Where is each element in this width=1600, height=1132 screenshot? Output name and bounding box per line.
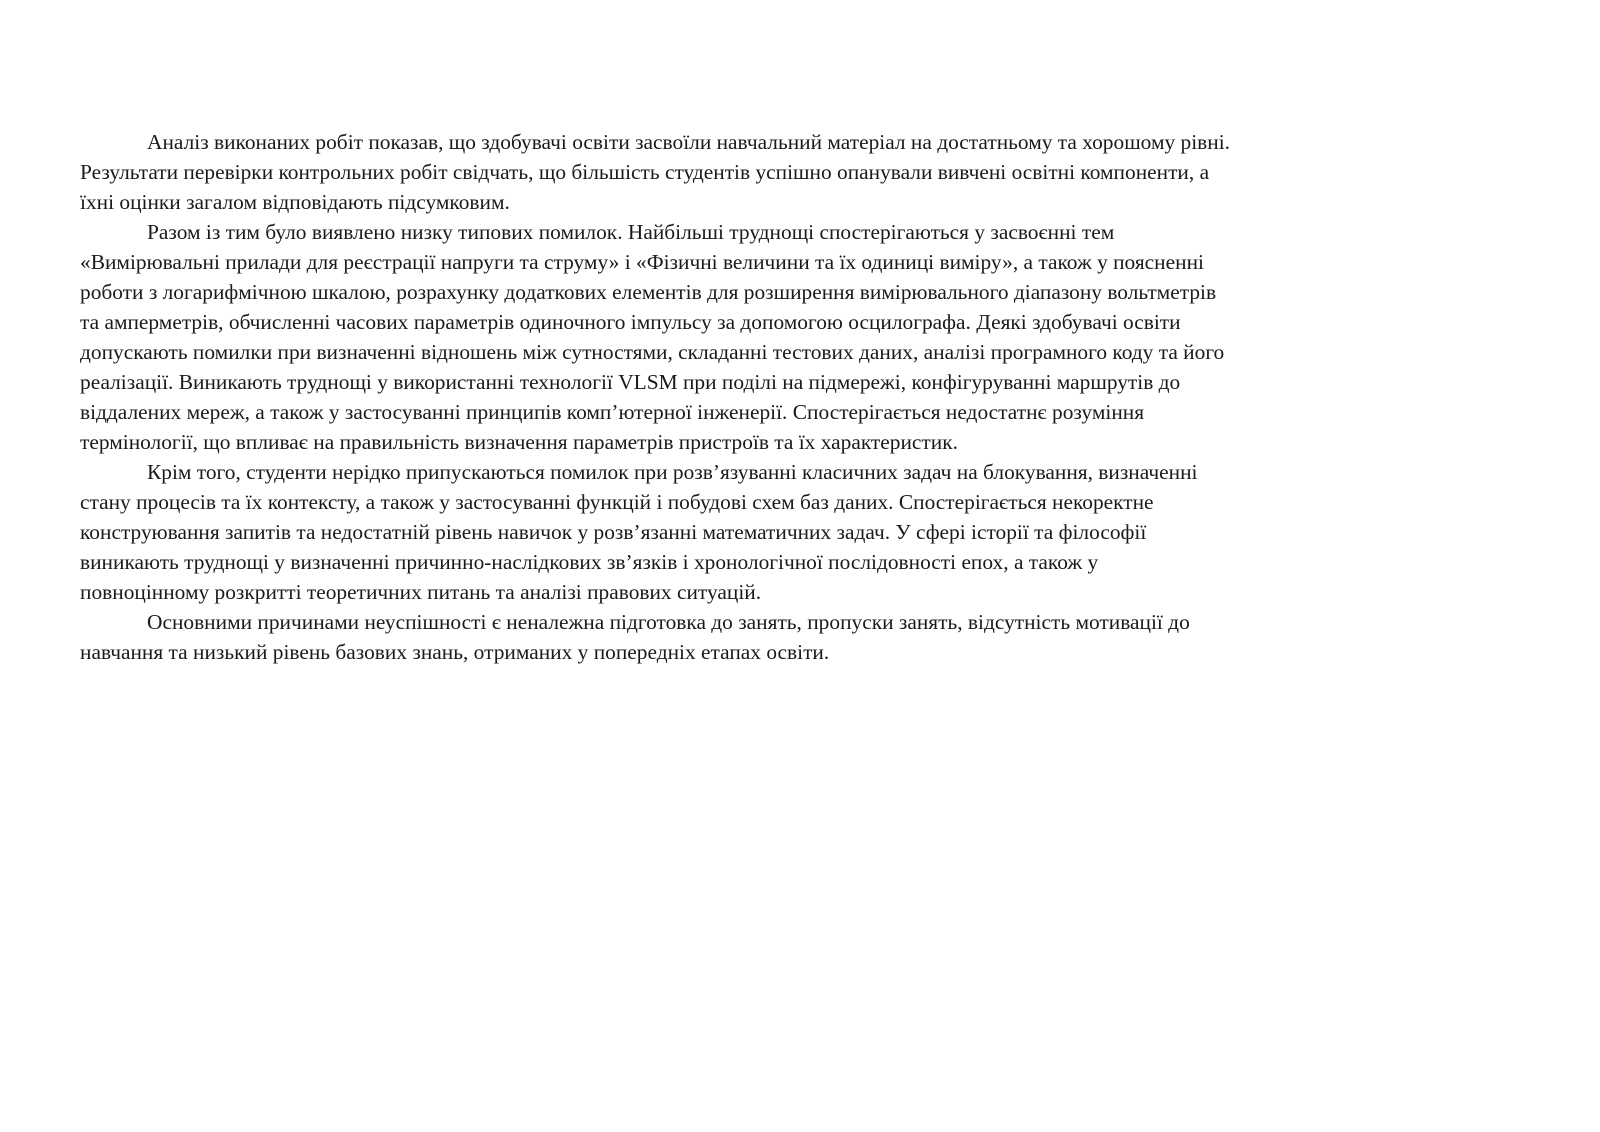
paragraph-line: та амперметрів, обчисленні часових параметрів одиночного імпульсу за допомогою осцилографа. Деякі здобувачі освіти <box>80 310 1181 334</box>
paragraph-line: Аналіз виконаних робіт показав, що здобувачі освіти засвоїли навчальний матеріал на достатньому та хорошому рівні. <box>147 130 1231 154</box>
paragraph-line: «Вимірювальні прилади для реєстрації напруги та струму» і «Фізичні величини та їх одиниці виміру», а також у поясненні <box>80 250 1204 274</box>
paragraph-line: навчання та низький рівень базових знань, отриманих у попередніх етапах освіти. <box>80 640 830 664</box>
paragraph-line: стану процесів та їх контексту, а також у застосуванні функцій і побудові схем баз даних. Спостерігається некоректне <box>80 490 1154 514</box>
paragraph-line: Основними причинами неуспішності є неналежна підготовка до занять, пропуски занять, відсутність мотивації до <box>147 610 1190 634</box>
document-page <box>80 127 1520 667</box>
paragraph-line: реалізації. Виникають труднощі у використанні технології VLSM при поділі на підмережі, конфігуруванні маршрутів до <box>80 370 1181 394</box>
paragraph-line: віддалених мереж, а також у застосуванні принципів комп’ютерної інженерії. Спостерігається недостатнє розуміння <box>80 400 1145 424</box>
paragraph-line: виникають труднощі у визначенні причинно-наслідкових зв’язків і хронологічної послідовності епох, а також у <box>80 550 1099 574</box>
paragraph-4 <box>80 607 1520 667</box>
paragraph-line: допускають помилки при визначенні відношень між сутностями, складанні тестових даних, аналізі програмного коду та його <box>80 340 1225 364</box>
paragraph-line: їхні оцінки загалом відповідають підсумковим. <box>80 190 510 214</box>
paragraph-line: роботи з логарифмічною шкалою, розрахунку додаткових елементів для розширення вимірювального діапазону вольтметрів <box>80 280 1217 304</box>
paragraph-line: Разом із тим було виявлено низку типових помилок. Найбільші труднощі спостерігаються у засвоєнні тем <box>147 220 1115 244</box>
paragraph-line: термінології, що впливає на правильність визначення параметрів пристроїв та їх характеристик. <box>80 430 958 454</box>
paragraph-1 <box>80 127 1520 217</box>
paragraph-3 <box>80 457 1520 607</box>
paragraph-line: Результати перевірки контрольних робіт свідчать, що більшість студентів успішно опанували вивчені освітні компоненти, а <box>80 160 1210 184</box>
paragraph-2 <box>80 217 1520 457</box>
paragraph-line: Крім того, студенти нерідко припускаються помилок при розв’язуванні класичних задач на блокування, визначенні <box>147 460 1198 484</box>
paragraph-line: повноцінному розкритті теоретичних питань та аналізі правових ситуацій. <box>80 580 762 604</box>
paragraph-line: конструювання запитів та недостатній рівень навичок у розв’язанні математичних задач. У сфері історії та філософії <box>80 520 1147 544</box>
